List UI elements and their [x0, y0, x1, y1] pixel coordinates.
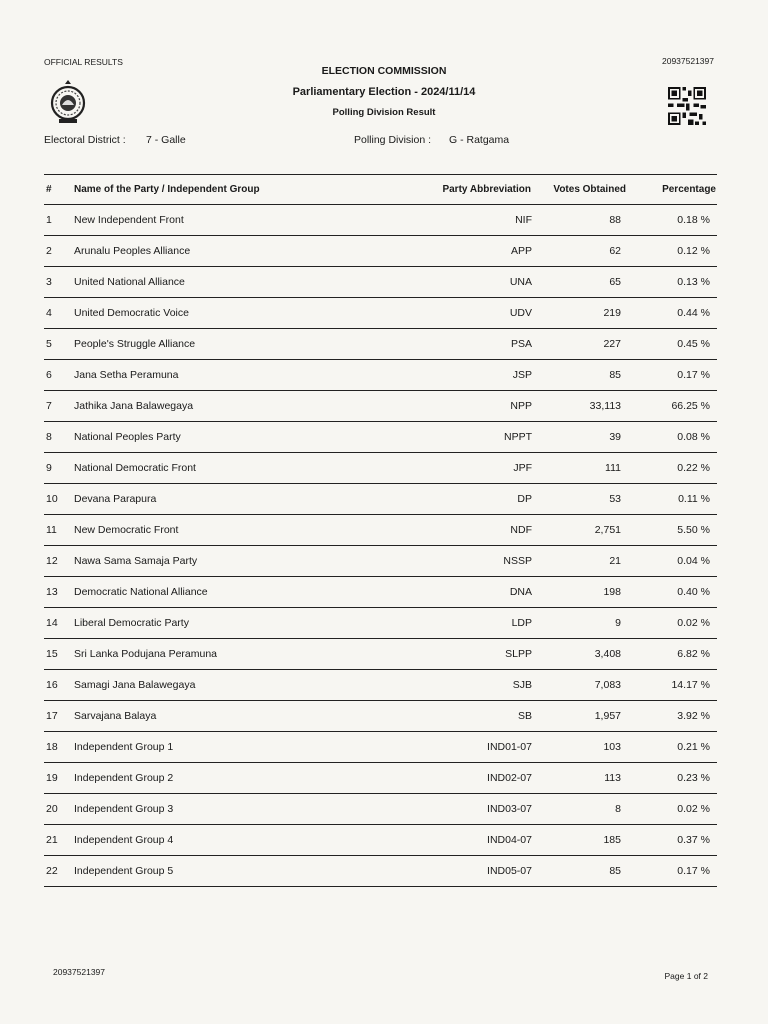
- party-abbreviation: NPPT: [503, 431, 532, 443]
- table-row: [44, 763, 717, 794]
- table-row: [44, 732, 717, 763]
- commission-title: ELECTION COMMISSION: [321, 65, 447, 77]
- percentage: 0.11 %: [678, 493, 710, 505]
- row-number: 5: [46, 338, 52, 350]
- row-number: 10: [46, 493, 58, 505]
- votes-obtained: 219: [603, 307, 621, 319]
- party-abbreviation: APP: [510, 245, 532, 257]
- table-row: [44, 298, 717, 329]
- qr-code-icon: [668, 87, 706, 125]
- party-abbreviation: DNA: [509, 586, 532, 598]
- party-abbreviation: SB: [517, 710, 532, 722]
- votes-obtained: 111: [605, 462, 621, 474]
- result-subtitle: Polling Division Result: [332, 107, 436, 118]
- table-row: [44, 422, 717, 453]
- party-name: Jathika Jana Balawegaya: [74, 400, 194, 412]
- party-name: New Democratic Front: [74, 524, 179, 536]
- table-row: [44, 608, 717, 639]
- votes-obtained: 65: [609, 276, 621, 288]
- votes-obtained: 33,113: [589, 400, 621, 412]
- table-row: [44, 639, 717, 670]
- party-name: Independent Group 3: [74, 803, 174, 815]
- party-abbreviation: SJB: [512, 679, 532, 691]
- party-name: United National Alliance: [74, 276, 185, 288]
- district-value: 7 - Galle: [146, 134, 186, 146]
- votes-obtained: 85: [609, 865, 621, 877]
- header-abbreviation: Party Abbreviation: [442, 184, 531, 195]
- percentage: 14.17 %: [671, 679, 710, 691]
- percentage: 0.23 %: [677, 772, 710, 784]
- party-name: Independent Group 1: [74, 741, 174, 753]
- votes-obtained: 7,083: [594, 679, 621, 691]
- percentage: 0.12 %: [677, 245, 710, 257]
- table-row: [44, 825, 717, 856]
- row-number: 22: [46, 865, 58, 877]
- party-name: Democratic National Alliance: [74, 586, 208, 598]
- party-name: Sarvajana Balaya: [74, 710, 157, 722]
- party-name: Samagi Jana Balawegaya: [74, 679, 196, 691]
- votes-obtained: 53: [609, 493, 621, 505]
- election-title: Parliamentary Election - 2024/11/14: [292, 86, 476, 98]
- table-row: [44, 236, 717, 267]
- table-row: [44, 329, 717, 360]
- table-row: [44, 577, 717, 608]
- percentage: 0.13 %: [677, 276, 710, 288]
- party-name: Jana Setha Peramuna: [74, 369, 179, 381]
- party-abbreviation: NSSP: [503, 555, 532, 567]
- percentage: 0.37 %: [677, 834, 710, 846]
- party-name: Arunalu Peoples Alliance: [74, 245, 191, 257]
- row-number: 6: [46, 369, 52, 381]
- percentage: 66.25 %: [671, 400, 710, 412]
- table-row: [44, 515, 717, 546]
- row-number: 8: [46, 431, 52, 443]
- row-number: 16: [46, 679, 58, 691]
- party-abbreviation: UNA: [509, 276, 532, 288]
- party-abbreviation: NIF: [515, 214, 532, 226]
- row-number: 18: [46, 741, 58, 753]
- row-number: 11: [46, 524, 57, 536]
- percentage: 0.04 %: [677, 555, 710, 567]
- table-row: [44, 670, 717, 701]
- row-number: 9: [46, 462, 52, 474]
- header-number: #: [46, 184, 52, 195]
- row-number: 1: [46, 214, 52, 226]
- party-abbreviation: NPP: [510, 400, 532, 412]
- table-row: [44, 391, 717, 422]
- party-name: Independent Group 2: [74, 772, 174, 784]
- row-number: 21: [46, 834, 58, 846]
- party-abbreviation: SLPP: [505, 648, 532, 660]
- party-name: Liberal Democratic Party: [74, 617, 189, 629]
- votes-obtained: 9: [615, 617, 621, 629]
- party-abbreviation: IND04-07: [487, 834, 532, 846]
- table-row: [44, 856, 717, 887]
- votes-obtained: 88: [609, 214, 621, 226]
- percentage: 0.08 %: [677, 431, 710, 443]
- row-number: 4: [46, 307, 52, 319]
- table-row: [44, 453, 717, 484]
- row-number: 2: [46, 245, 52, 257]
- party-abbreviation: NDF: [510, 524, 532, 536]
- party-name: People's Struggle Alliance: [74, 338, 196, 350]
- votes-obtained: 227: [603, 338, 621, 350]
- votes-obtained: 3,408: [594, 648, 621, 660]
- votes-obtained: 21: [609, 555, 621, 567]
- percentage: 0.18 %: [677, 214, 710, 226]
- percentage: 0.17 %: [677, 865, 710, 877]
- percentage: 0.45 %: [677, 338, 710, 350]
- votes-obtained: 103: [603, 741, 621, 753]
- document-id-top: 20937521397: [661, 56, 714, 66]
- percentage: 0.44 %: [677, 307, 710, 319]
- percentage: 0.21 %: [677, 741, 710, 753]
- table-row: [44, 546, 717, 577]
- table-header: [44, 175, 717, 205]
- header-votes: Votes Obtained: [553, 184, 626, 195]
- table-row: [44, 360, 717, 391]
- document-id-bottom: 20937521397: [53, 967, 106, 977]
- division-value: G - Ratgama: [449, 134, 510, 146]
- results-table: [44, 174, 717, 887]
- division-label: Polling Division :: [354, 134, 432, 146]
- votes-obtained: 198: [603, 586, 621, 598]
- votes-obtained: 39: [609, 431, 621, 443]
- votes-obtained: 8: [615, 803, 621, 815]
- row-number: 15: [46, 648, 58, 660]
- percentage: 0.40 %: [677, 586, 710, 598]
- percentage: 0.17 %: [677, 369, 710, 381]
- percentage: 6.82 %: [677, 648, 710, 660]
- table-row: [44, 701, 717, 732]
- table-row: [44, 205, 717, 236]
- national-emblem-icon: [50, 79, 86, 125]
- votes-obtained: 62: [609, 245, 621, 257]
- row-number: 20: [46, 803, 58, 815]
- percentage: 0.02 %: [677, 803, 710, 815]
- percentage: 5.50 %: [677, 524, 710, 536]
- party-name: Devana Parapura: [74, 493, 157, 505]
- table-row: [44, 794, 717, 825]
- row-number: 7: [46, 400, 52, 412]
- party-name: United Democratic Voice: [74, 307, 189, 319]
- row-number: 17: [46, 710, 58, 722]
- party-name: National Peoples Party: [74, 431, 181, 443]
- header-percentage: Percentage: [662, 184, 716, 195]
- row-number: 13: [46, 586, 58, 598]
- party-abbreviation: PSA: [510, 338, 532, 350]
- party-abbreviation: IND03-07: [487, 803, 532, 815]
- votes-obtained: 1,957: [594, 710, 621, 722]
- party-abbreviation: JSP: [512, 369, 532, 381]
- district-label: Electoral District :: [44, 134, 126, 146]
- percentage: 0.22 %: [677, 462, 710, 474]
- row-number: 19: [46, 772, 58, 784]
- party-abbreviation: IND05-07: [487, 865, 532, 877]
- table-body: [44, 205, 717, 887]
- percentage: 3.92 %: [677, 710, 710, 722]
- party-abbreviation: UDV: [509, 307, 532, 319]
- table-row: [44, 267, 717, 298]
- party-name: New Independent Front: [74, 214, 184, 226]
- votes-obtained: 113: [604, 772, 621, 784]
- party-abbreviation: LDP: [511, 617, 532, 629]
- party-name: National Democratic Front: [74, 462, 196, 474]
- party-name: Independent Group 4: [74, 834, 174, 846]
- row-number: 3: [46, 276, 52, 288]
- row-number: 12: [46, 555, 58, 567]
- header-party-name: Name of the Party / Independent Group: [74, 184, 260, 195]
- party-name: Sri Lanka Podujana Peramuna: [74, 648, 218, 660]
- party-abbreviation: DP: [517, 493, 532, 505]
- party-abbreviation: IND01-07: [487, 741, 532, 753]
- votes-obtained: 2,751: [594, 524, 621, 536]
- row-number: 14: [46, 617, 58, 629]
- percentage: 0.02 %: [677, 617, 710, 629]
- votes-obtained: 85: [609, 369, 621, 381]
- party-name: Independent Group 5: [74, 865, 174, 877]
- party-abbreviation: IND02-07: [487, 772, 532, 784]
- official-results-label: OFFICIAL RESULTS: [44, 57, 123, 67]
- table-row: [44, 484, 717, 515]
- party-abbreviation: JPF: [513, 462, 532, 474]
- votes-obtained: 185: [603, 834, 621, 846]
- page-number: Page 1 of 2: [664, 971, 708, 981]
- party-name: Nawa Sama Samaja Party: [74, 555, 198, 567]
